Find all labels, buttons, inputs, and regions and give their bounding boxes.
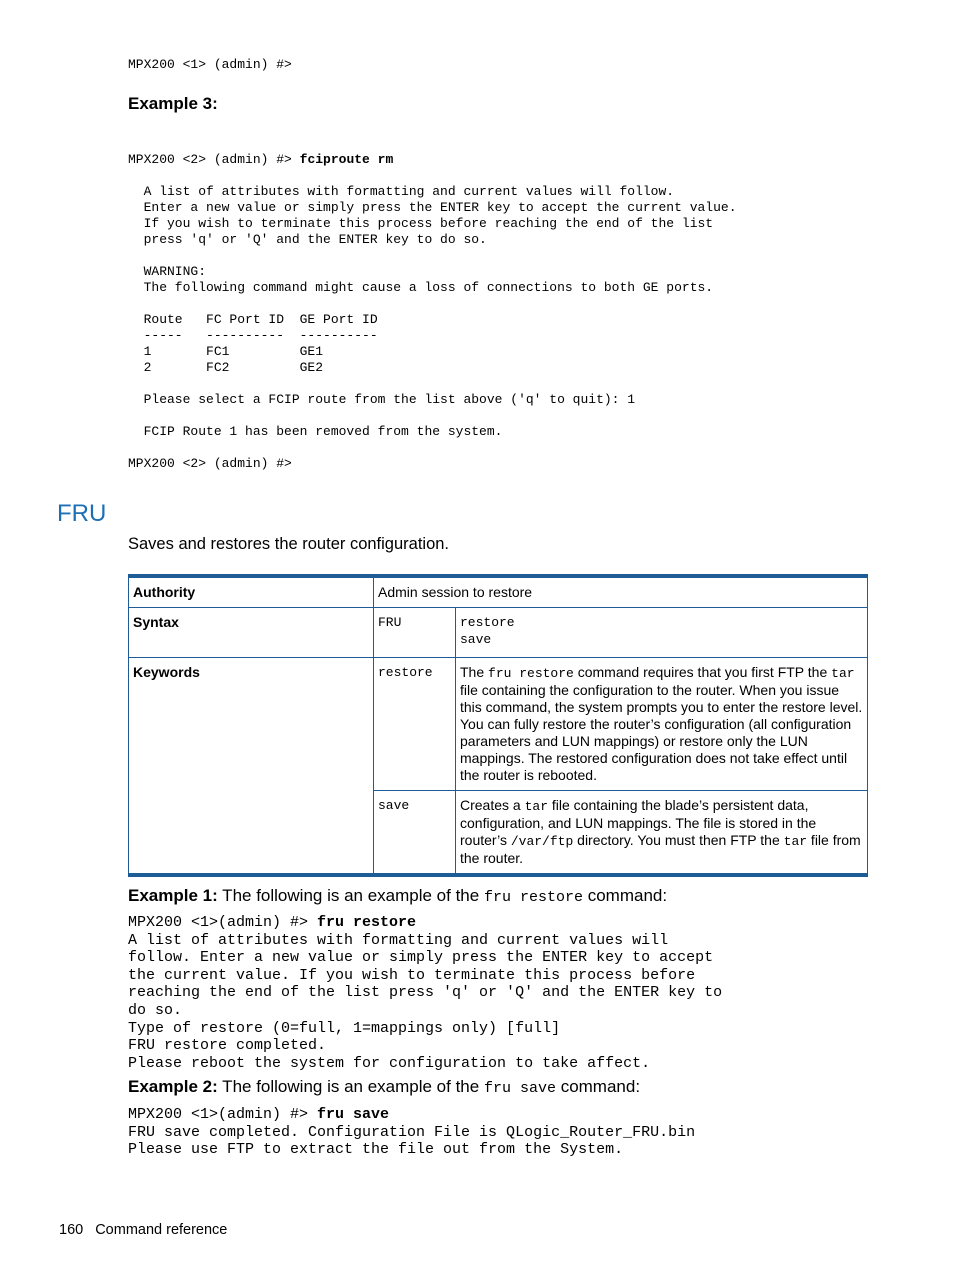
section-title: FRU bbox=[57, 500, 107, 527]
desc-code: /var/ftp bbox=[510, 834, 574, 849]
top-prompt: MPX200 <1> (admin) #> bbox=[128, 57, 292, 72]
example1-prompt: MPX200 <1>(admin) #> bbox=[128, 914, 318, 931]
desc-code: tar bbox=[831, 666, 855, 681]
table-row bbox=[129, 576, 868, 608]
desc-text: file containing the configuration to the router. When you issue this command, the system prompts you to enter the restore level. You can fully restore the router’s configuration (all configuration parameters and LUN mappings) or restore only the LUN mappings. The restored configuration does not take effect until the router is rebooted. bbox=[460, 682, 863, 783]
desc-text: file from the router. bbox=[460, 832, 861, 866]
desc-text: command requires that you first FTP the bbox=[573, 664, 832, 680]
command-table bbox=[128, 574, 868, 877]
example3-output: A list of attributes with formatting and current values will follow. Enter a new value or simply press the ENTER key to accept the current value. If you wish to terminate this process before reaching the end of the list press 'q' or 'Q' and the ENTER key to do so. WARNING: The following command might cause a loss of connections to both GE ports. Route FC Port ID GE Port ID ----- ---------- ---------- 1 FC1 GE1 2 FC2 GE2 Please select a FCIP route from the list above ('q' to quit): 1 FCIP Route 1 has been removed from the system. MPX200 <2> (admin) #> bbox=[128, 184, 737, 471]
desc-text: file containing the blade’s persistent data, configuration, and LUN mappings. The file is stored in the router’s bbox=[460, 797, 817, 848]
syntax-label: Syntax bbox=[129, 608, 374, 658]
desc-text: The bbox=[460, 664, 489, 680]
example2-prompt: MPX200 <1>(admin) #> bbox=[128, 1106, 318, 1123]
keyword-restore-desc bbox=[456, 658, 868, 791]
example3-code bbox=[128, 152, 737, 472]
example2-caption bbox=[128, 1077, 640, 1097]
keywords-label: Keywords bbox=[129, 658, 374, 876]
example1-code bbox=[128, 914, 722, 1072]
table-row bbox=[129, 658, 868, 791]
page-footer bbox=[59, 1222, 227, 1238]
keyword-save-desc bbox=[456, 791, 868, 876]
example2-output: FRU save completed. Configuration File is QLogic_Router_FRU.bin Please use FTP to extract the file out from the System. bbox=[128, 1123, 696, 1159]
example1-output: A list of attributes with formatting and current values will follow. Enter a new value or simply press the ENTER key to accept the current value. If you wish to terminate this process before reaching the end of the list press 'q' or 'Q' and the ENTER key to do so. Type of restore (0=full, 1=mappings only) [full] FRU restore completed. Please reboot the system for configuration to take affect. bbox=[128, 931, 723, 1072]
syntax-command: FRU bbox=[374, 608, 456, 658]
example2-text-end: command: bbox=[555, 1077, 641, 1096]
example1-label: Example 1: bbox=[128, 886, 218, 905]
keyword-restore: restore bbox=[374, 658, 456, 791]
authority-value: Admin session to restore bbox=[374, 576, 868, 608]
example2-code bbox=[128, 1106, 695, 1159]
syntax-args: restore save bbox=[460, 615, 515, 647]
example3-label: Example 3: bbox=[128, 94, 218, 113]
example3-prompt: MPX200 <2> (admin) #> bbox=[128, 152, 300, 167]
example1-text-end: command: bbox=[582, 886, 668, 905]
example2-command: fru save bbox=[317, 1106, 390, 1123]
desc-text: Creates a bbox=[460, 797, 525, 813]
example2-cmd: fru save bbox=[483, 1080, 556, 1097]
example2-text: The following is an example of the bbox=[217, 1077, 484, 1096]
desc-code: tar bbox=[524, 799, 548, 814]
syntax-args-cell bbox=[456, 608, 868, 658]
example1-text: The following is an example of the bbox=[217, 886, 484, 905]
desc-code: tar bbox=[783, 834, 808, 849]
example1-cmd: fru restore bbox=[483, 889, 583, 906]
authority-label: Authority bbox=[129, 576, 374, 608]
keyword-save: save bbox=[374, 791, 456, 876]
page-number: 160 bbox=[59, 1222, 84, 1238]
table-row bbox=[129, 608, 868, 658]
desc-code: fru restore bbox=[488, 666, 574, 681]
desc-text: directory. You must then FTP the bbox=[573, 832, 784, 848]
example3-command: fciproute rm bbox=[299, 152, 394, 167]
section-description: Saves and restores the router configuration. bbox=[128, 535, 450, 553]
example2-label: Example 2: bbox=[128, 1077, 218, 1096]
footer-section: Command reference bbox=[95, 1222, 228, 1238]
example1-command: fru restore bbox=[317, 914, 417, 931]
example1-caption bbox=[128, 886, 667, 906]
